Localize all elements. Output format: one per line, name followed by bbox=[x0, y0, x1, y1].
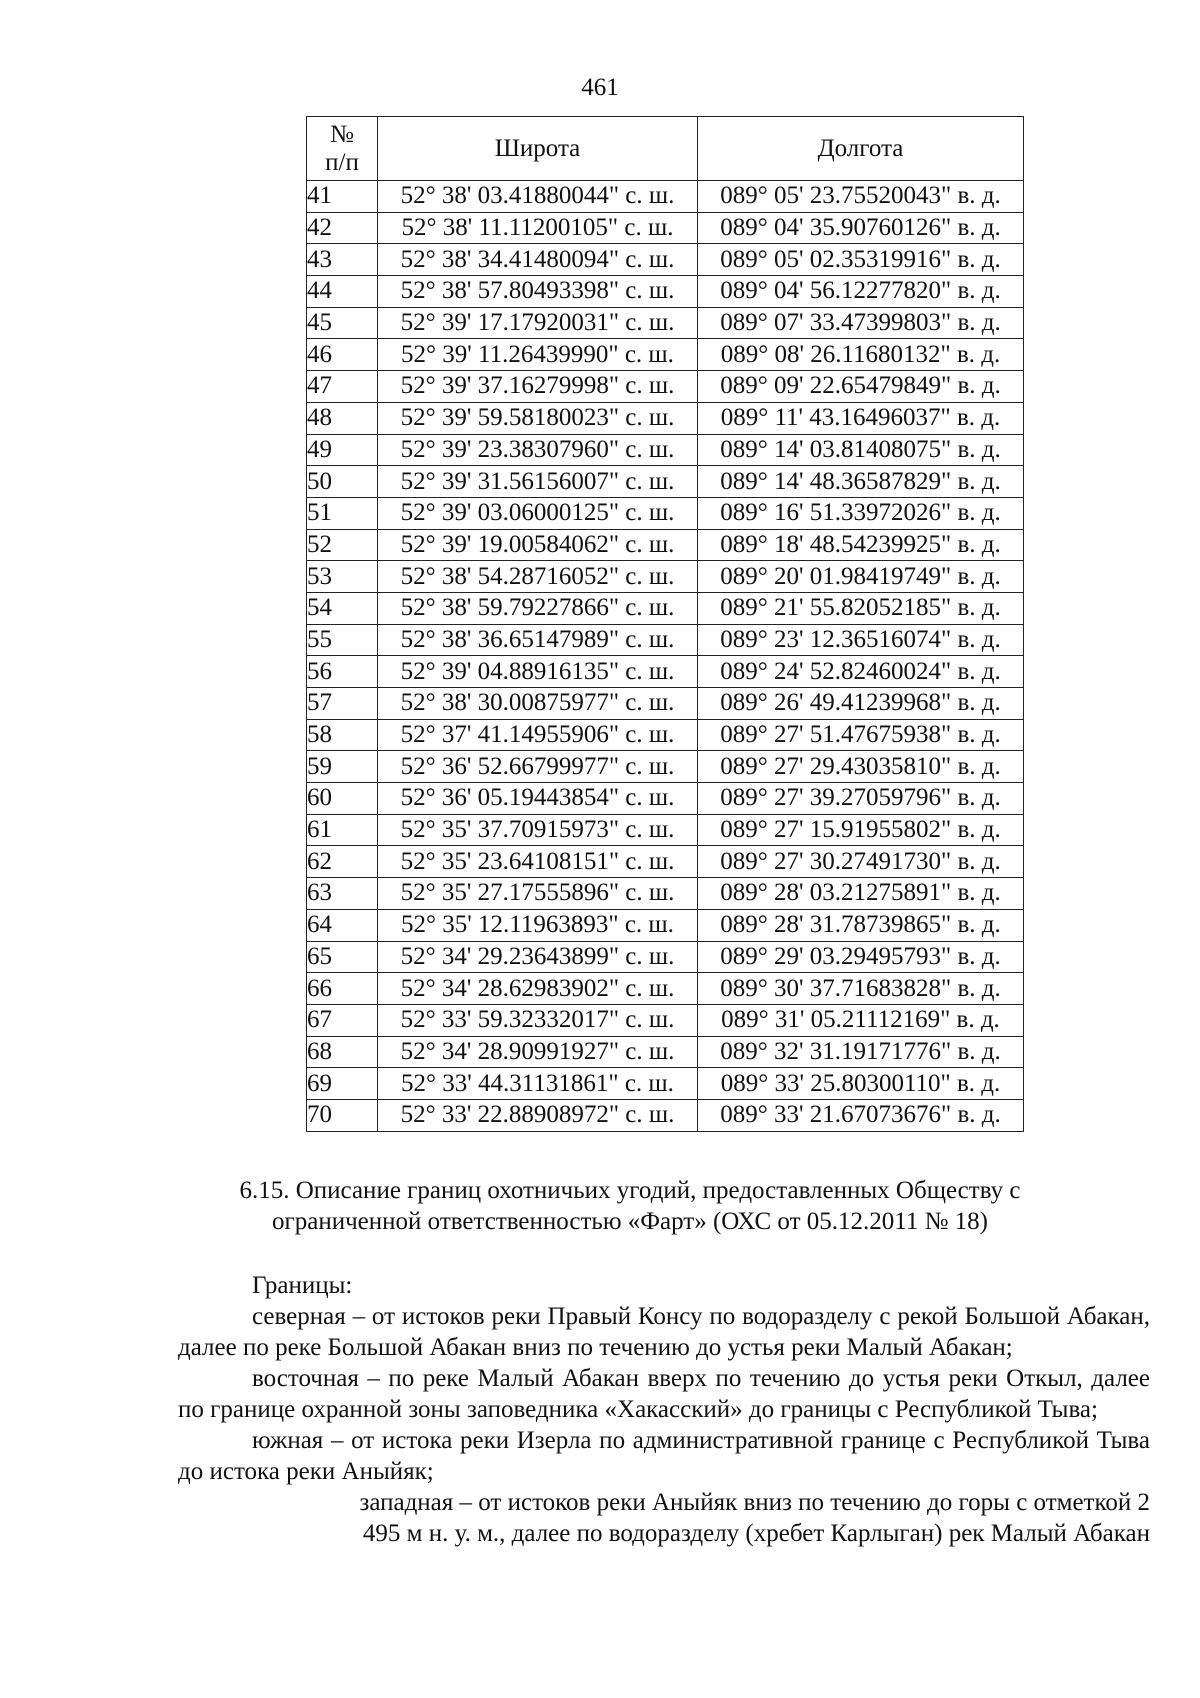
row-latitude: 52° 39' 11.26439990" с. ш. bbox=[378, 339, 698, 371]
row-number: 54 bbox=[307, 592, 378, 624]
table-row bbox=[307, 244, 1024, 276]
row-number: 68 bbox=[307, 1036, 378, 1068]
row-longitude: 089° 28' 31.78739865" в. д. bbox=[698, 909, 1024, 941]
row-number: 59 bbox=[307, 751, 378, 783]
table-row bbox=[307, 212, 1024, 244]
row-longitude: 089° 29' 03.29495793" в. д. bbox=[698, 941, 1024, 973]
row-latitude: 52° 35' 12.11963893" с. ш. bbox=[378, 909, 698, 941]
row-longitude: 089° 20' 01.98419749" в. д. bbox=[698, 561, 1024, 593]
row-longitude: 089° 27' 30.27491730" в. д. bbox=[698, 846, 1024, 878]
row-longitude: 089° 07' 33.47399803" в. д. bbox=[698, 307, 1024, 339]
row-latitude: 52° 35' 23.64108151" с. ш. bbox=[378, 846, 698, 878]
table-row bbox=[307, 592, 1024, 624]
boundaries-text bbox=[178, 1270, 1150, 1549]
header-longitude: Долгота bbox=[698, 117, 1024, 181]
row-latitude: 52° 34' 29.23643899" с. ш. bbox=[378, 941, 698, 973]
table-row bbox=[307, 276, 1024, 308]
row-longitude: 089° 09' 22.65479849" в. д. bbox=[698, 371, 1024, 403]
row-latitude: 52° 38' 36.65147989" с. ш. bbox=[378, 624, 698, 656]
row-latitude: 52° 35' 27.17555896" с. ш. bbox=[378, 878, 698, 910]
table-row bbox=[307, 1068, 1024, 1100]
row-longitude: 089° 27' 51.47675938" в. д. bbox=[698, 719, 1024, 751]
section-title-line-2: ограниченной ответственностью «Фарт» (ОХС от 05.12.2011 № 18) bbox=[272, 1208, 988, 1235]
table-row bbox=[307, 783, 1024, 815]
row-longitude: 089° 14' 03.81408075" в. д. bbox=[698, 434, 1024, 466]
table-row bbox=[307, 846, 1024, 878]
table-row bbox=[307, 973, 1024, 1005]
table-row bbox=[307, 814, 1024, 846]
row-number: 46 bbox=[307, 339, 378, 371]
table-row bbox=[307, 1099, 1024, 1131]
table-row bbox=[307, 181, 1024, 213]
row-longitude: 089° 04' 56.12277820" в. д. bbox=[698, 276, 1024, 308]
row-number: 41 bbox=[307, 181, 378, 213]
table-row bbox=[307, 719, 1024, 751]
row-latitude: 52° 36' 05.19443854" с. ш. bbox=[378, 783, 698, 815]
row-latitude: 52° 38' 34.41480094" с. ш. bbox=[378, 244, 698, 276]
row-number: 61 bbox=[307, 814, 378, 846]
row-number: 67 bbox=[307, 1004, 378, 1036]
row-number: 65 bbox=[307, 941, 378, 973]
row-latitude: 52° 39' 17.17920031" с. ш. bbox=[378, 307, 698, 339]
row-latitude: 52° 39' 37.16279998" с. ш. bbox=[378, 371, 698, 403]
row-number: 62 bbox=[307, 846, 378, 878]
table-row bbox=[307, 1004, 1024, 1036]
row-latitude: 52° 34' 28.90991927" с. ш. bbox=[378, 1036, 698, 1068]
table-row bbox=[307, 688, 1024, 720]
row-number: 69 bbox=[307, 1068, 378, 1100]
row-number: 51 bbox=[307, 497, 378, 529]
row-latitude: 52° 39' 59.58180023" с. ш. bbox=[378, 402, 698, 434]
row-longitude: 089° 08' 26.11680132" в. д. bbox=[698, 339, 1024, 371]
row-longitude: 089° 23' 12.36516074" в. д. bbox=[698, 624, 1024, 656]
boundaries-heading: Границы: bbox=[252, 1272, 353, 1299]
row-number: 42 bbox=[307, 212, 378, 244]
row-longitude: 089° 33' 25.80300110" в. д. bbox=[698, 1068, 1024, 1100]
section-title bbox=[200, 1175, 1060, 1237]
row-latitude: 52° 37' 41.14955906" с. ш. bbox=[378, 719, 698, 751]
table-header-row bbox=[307, 117, 1024, 181]
row-latitude: 52° 34' 28.62983902" с. ш. bbox=[378, 973, 698, 1005]
row-latitude: 52° 38' 59.79227866" с. ш. bbox=[378, 592, 698, 624]
row-number: 70 bbox=[307, 1099, 378, 1131]
row-longitude: 089° 27' 39.27059796" в. д. bbox=[698, 783, 1024, 815]
row-latitude: 52° 38' 54.28716052" с. ш. bbox=[378, 561, 698, 593]
table-row bbox=[307, 371, 1024, 403]
row-latitude: 52° 38' 03.41880044" с. ш. bbox=[378, 181, 698, 213]
table-row bbox=[307, 307, 1024, 339]
row-number: 58 bbox=[307, 719, 378, 751]
table-row bbox=[307, 561, 1024, 593]
row-number: 60 bbox=[307, 783, 378, 815]
row-longitude: 089° 14' 48.36587829" в. д. bbox=[698, 466, 1024, 498]
row-number: 63 bbox=[307, 878, 378, 910]
row-longitude: 089° 24' 52.82460024" в. д. bbox=[698, 656, 1024, 688]
row-number: 64 bbox=[307, 909, 378, 941]
page-number: 461 bbox=[581, 74, 619, 101]
row-number: 45 bbox=[307, 307, 378, 339]
row-latitude: 52° 33' 44.31131861" с. ш. bbox=[378, 1068, 698, 1100]
row-number: 48 bbox=[307, 402, 378, 434]
table-row bbox=[307, 751, 1024, 783]
table-row bbox=[307, 434, 1024, 466]
row-longitude: 089° 27' 15.91955802" в. д. bbox=[698, 814, 1024, 846]
row-longitude: 089° 32' 31.19171776" в. д. bbox=[698, 1036, 1024, 1068]
row-number: 57 bbox=[307, 688, 378, 720]
row-longitude: 089° 27' 29.43035810" в. д. bbox=[698, 751, 1024, 783]
row-longitude: 089° 11' 43.16496037" в. д. bbox=[698, 402, 1024, 434]
row-longitude: 089° 33' 21.67073676" в. д. bbox=[698, 1099, 1024, 1131]
row-number: 53 bbox=[307, 561, 378, 593]
table-body bbox=[307, 181, 1024, 1132]
row-longitude: 089° 05' 23.75520043" в. д. bbox=[698, 181, 1024, 213]
table-row bbox=[307, 878, 1024, 910]
row-number: 50 bbox=[307, 466, 378, 498]
table-row bbox=[307, 624, 1024, 656]
table-row bbox=[307, 339, 1024, 371]
row-number: 49 bbox=[307, 434, 378, 466]
table-row bbox=[307, 909, 1024, 941]
boundary-north: северная – от истоков реки Правый Консу по водоразделу с рекой Большой Абакан, далее по реке Большой Абакан вниз по течению до устья реки Малый Абакан; bbox=[178, 1303, 1150, 1361]
boundary-east: восточная – по реке Малый Абакан вверх по течению до устья реки Откыл, далее по границе охранной зоны заповедника «Хакасский» до границы с Республикой Тыва; bbox=[178, 1365, 1150, 1423]
row-number: 55 bbox=[307, 624, 378, 656]
row-number: 66 bbox=[307, 973, 378, 1005]
row-latitude: 52° 39' 03.06000125" с. ш. bbox=[378, 497, 698, 529]
row-latitude: 52° 38' 57.80493398" с. ш. bbox=[378, 276, 698, 308]
row-latitude: 52° 38' 11.11200105" с. ш. bbox=[378, 212, 698, 244]
row-longitude: 089° 04' 35.90760126" в. д. bbox=[698, 212, 1024, 244]
table-row bbox=[307, 402, 1024, 434]
table-row bbox=[307, 529, 1024, 561]
section-title-line-1: 6.15. Описание границ охотничьих угодий, предоставленных Обществу с bbox=[239, 1177, 1021, 1204]
row-number: 47 bbox=[307, 371, 378, 403]
row-longitude: 089° 31' 05.21112169" в. д. bbox=[698, 1004, 1024, 1036]
row-longitude: 089° 16' 51.33972026" в. д. bbox=[698, 497, 1024, 529]
row-longitude: 089° 05' 02.35319916" в. д. bbox=[698, 244, 1024, 276]
row-longitude: 089° 26' 49.41239968" в. д. bbox=[698, 688, 1024, 720]
row-number: 44 bbox=[307, 276, 378, 308]
row-latitude: 52° 39' 31.56156007" с. ш. bbox=[378, 466, 698, 498]
row-latitude: 52° 38' 30.00875977" с. ш. bbox=[378, 688, 698, 720]
boundary-south: южная – от истока реки Изерла по административной границе с Республикой Тыва до истока реки Аныйяк; bbox=[178, 1427, 1150, 1485]
row-longitude: 089° 21' 55.82052185" в. д. bbox=[698, 592, 1024, 624]
row-latitude: 52° 33' 22.88908972" с. ш. bbox=[378, 1099, 698, 1131]
row-longitude: 089° 30' 37.71683828" в. д. bbox=[698, 973, 1024, 1005]
row-longitude: 089° 18' 48.54239925" в. д. bbox=[698, 529, 1024, 561]
table-row bbox=[307, 497, 1024, 529]
row-number: 56 bbox=[307, 656, 378, 688]
table-row bbox=[307, 466, 1024, 498]
table-row bbox=[307, 1036, 1024, 1068]
boundary-west: западная – от истоков реки Аныйяк вниз по течению до горы с отметкой 2 495 м н. у. м., далее по водоразделу (хребет Карлыган) рек Малый Абакан bbox=[359, 1489, 1150, 1547]
row-number: 52 bbox=[307, 529, 378, 561]
row-latitude: 52° 36' 52.66799977" с. ш. bbox=[378, 751, 698, 783]
header-number: № п/п bbox=[307, 117, 378, 181]
table-row bbox=[307, 656, 1024, 688]
row-latitude: 52° 39' 23.38307960" с. ш. bbox=[378, 434, 698, 466]
row-longitude: 089° 28' 03.21275891" в. д. bbox=[698, 878, 1024, 910]
row-number: 43 bbox=[307, 244, 378, 276]
row-latitude: 52° 39' 19.00584062" с. ш. bbox=[378, 529, 698, 561]
row-latitude: 52° 33' 59.32332017" с. ш. bbox=[378, 1004, 698, 1036]
coordinates-table bbox=[306, 116, 1024, 1132]
row-latitude: 52° 39' 04.88916135" с. ш. bbox=[378, 656, 698, 688]
table-row bbox=[307, 941, 1024, 973]
row-latitude: 52° 35' 37.70915973" с. ш. bbox=[378, 814, 698, 846]
header-latitude: Широта bbox=[378, 117, 698, 181]
